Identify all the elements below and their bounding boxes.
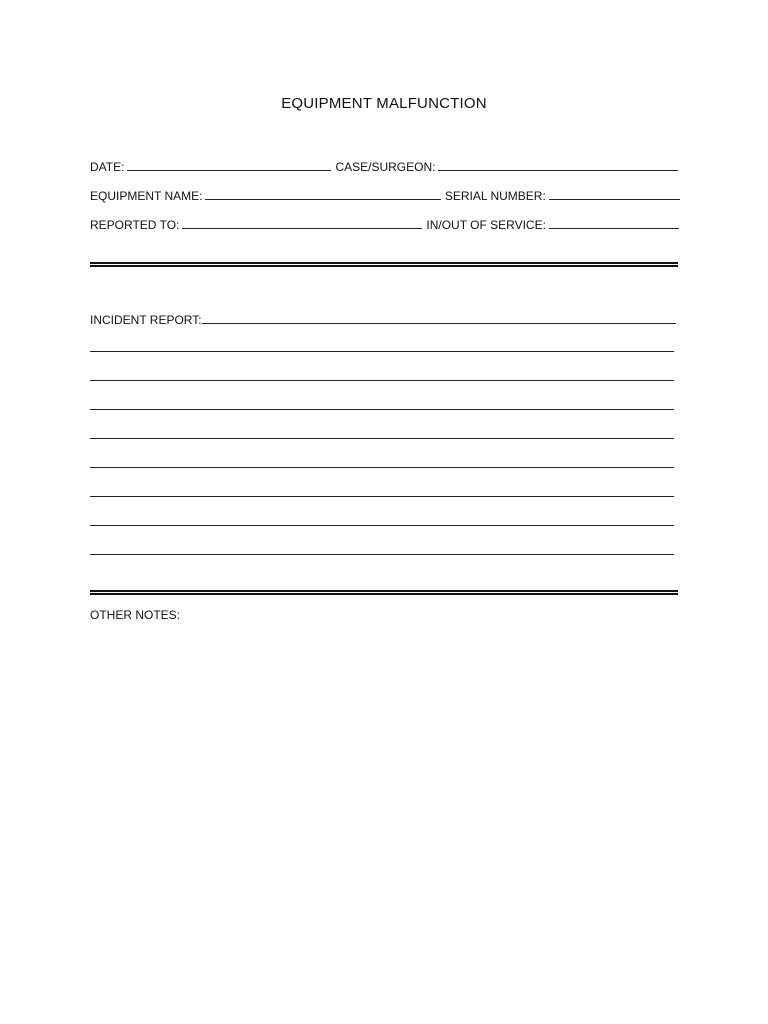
section-divider xyxy=(90,590,678,595)
date-field[interactable] xyxy=(127,170,331,171)
in-out-service-label: IN/OUT OF SERVICE: xyxy=(426,218,546,232)
reported-to-field[interactable] xyxy=(182,228,422,229)
incident-report-line[interactable] xyxy=(90,554,674,555)
incident-report-line[interactable] xyxy=(90,438,674,439)
equipment-name-label: EQUIPMENT NAME: xyxy=(90,189,203,203)
case-surgeon-label: CASE/SURGEON: xyxy=(335,160,436,174)
date-label: DATE: xyxy=(90,160,125,174)
in-out-service-field[interactable] xyxy=(549,228,679,229)
date-case-row xyxy=(90,156,680,174)
form-title: EQUIPMENT MALFUNCTION xyxy=(281,95,487,112)
incident-report-line[interactable] xyxy=(90,496,674,497)
other-notes-label: OTHER NOTES: xyxy=(90,608,181,622)
equipment-name-field[interactable] xyxy=(205,199,441,200)
serial-number-label: SERIAL NUMBER: xyxy=(444,189,546,203)
reported-to-label: REPORTED TO: xyxy=(90,218,180,232)
incident-report-line[interactable] xyxy=(90,351,674,352)
equipment-serial-row xyxy=(90,185,680,203)
section-divider xyxy=(90,262,678,267)
incident-report-line[interactable] xyxy=(90,525,674,526)
incident-report-row xyxy=(90,309,680,327)
incident-report-line[interactable] xyxy=(90,467,674,468)
incident-report-label: INCIDENT REPORT: xyxy=(90,313,202,327)
serial-number-field[interactable] xyxy=(549,199,680,200)
reported-service-row xyxy=(90,214,680,232)
case-surgeon-field[interactable] xyxy=(438,170,678,171)
incident-report-line[interactable] xyxy=(90,380,674,381)
incident-report-line[interactable] xyxy=(90,409,674,410)
incident-report-field[interactable] xyxy=(202,323,676,324)
